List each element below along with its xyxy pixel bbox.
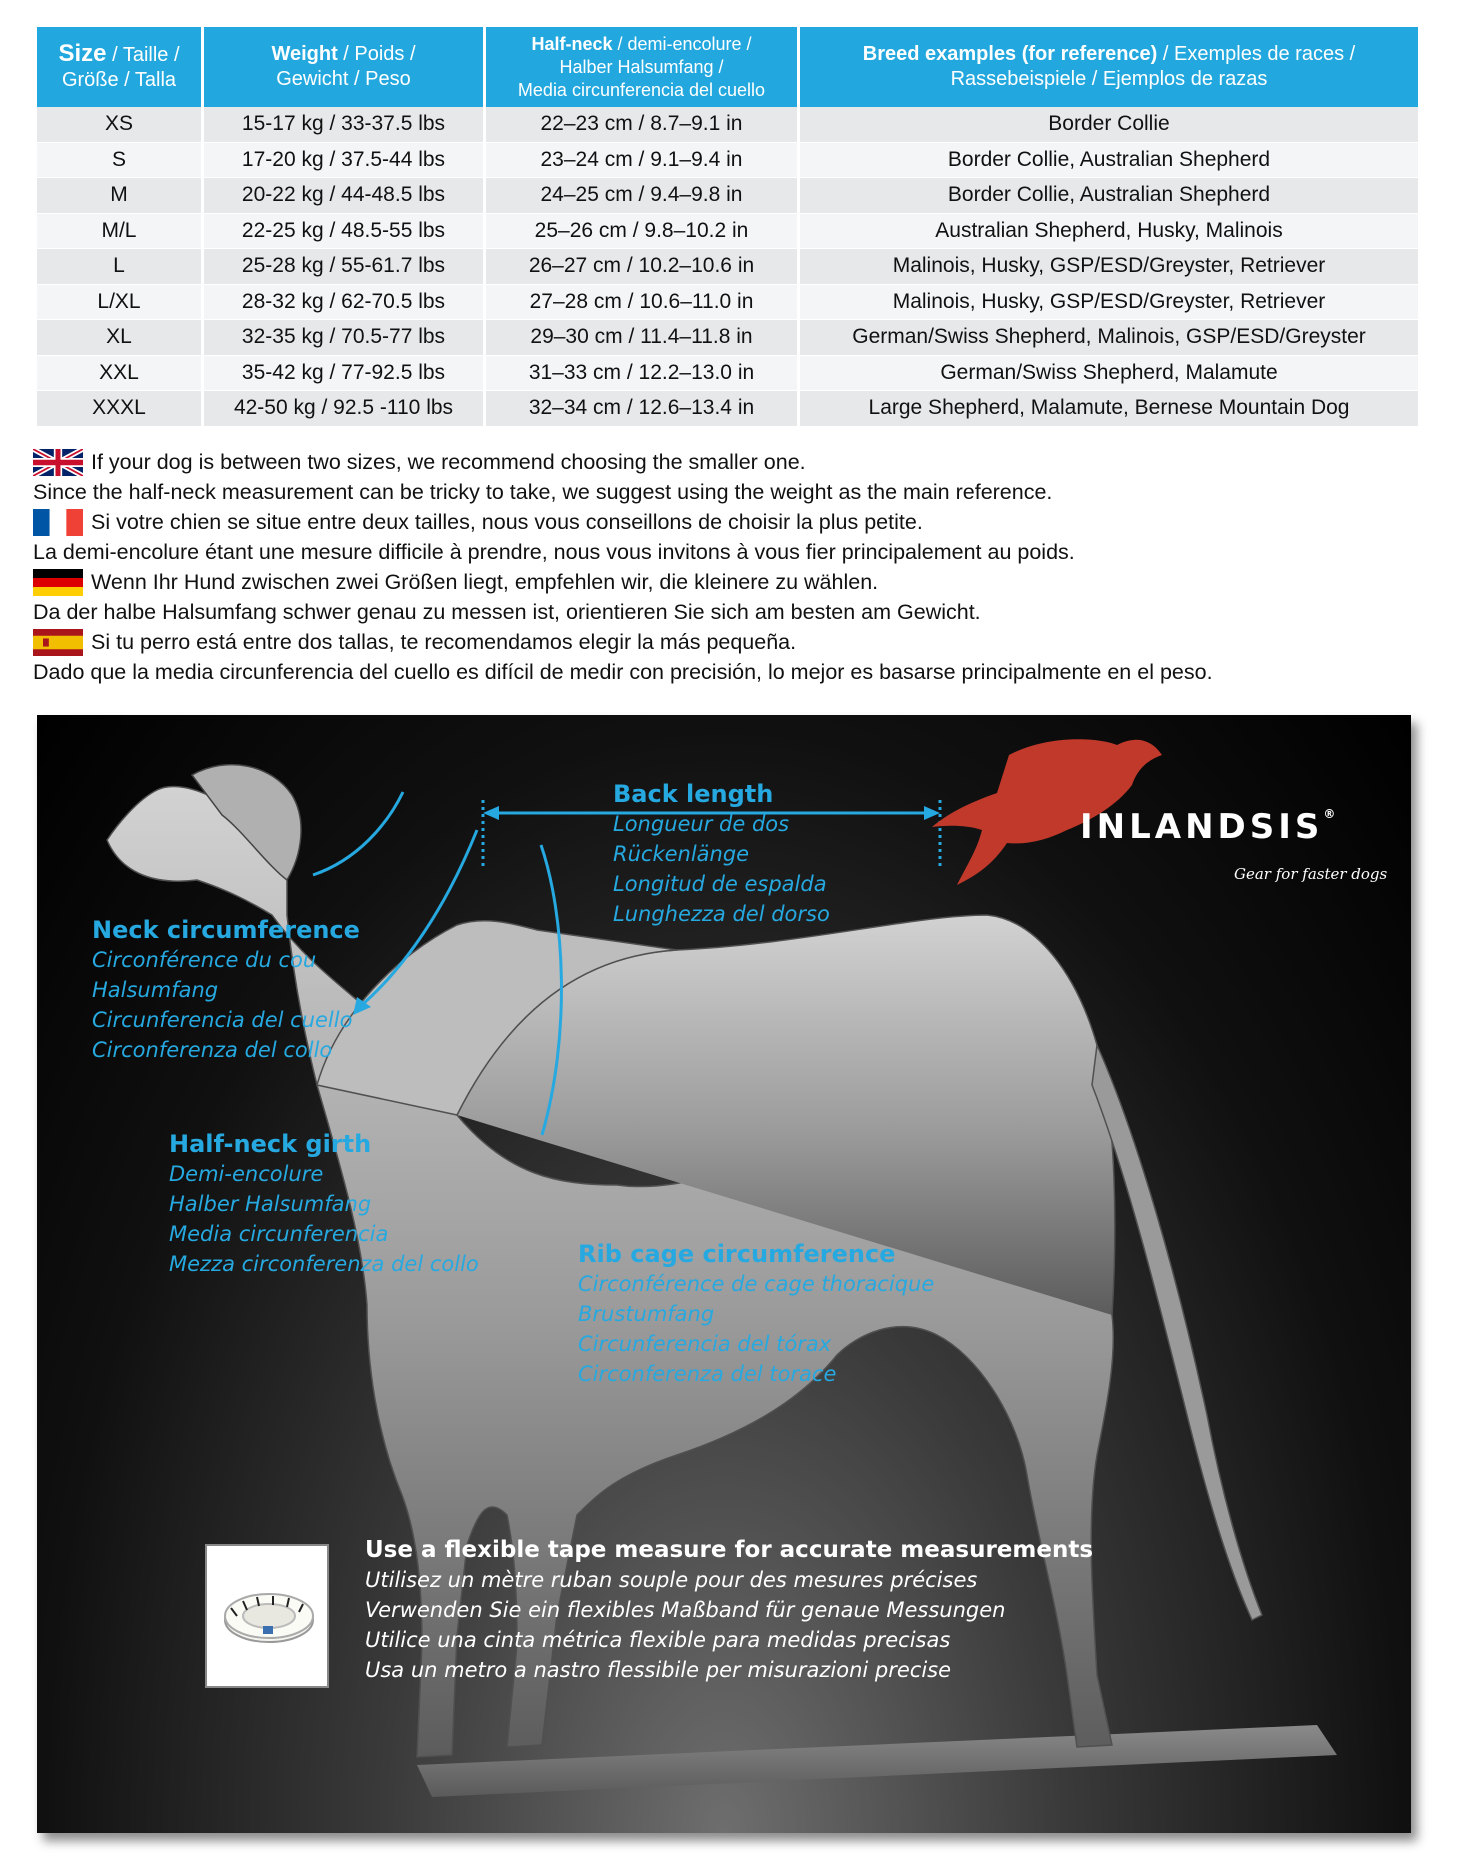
cell-weight: 35-42 kg / 77-92.5 lbs [204, 356, 486, 392]
cell-weight: 42-50 kg / 92.5 -110 lbs [204, 391, 486, 427]
cell-breeds: Border Collie, Australian Shepherd [800, 178, 1418, 214]
table-row [37, 214, 1418, 250]
tape-measure-image [205, 1544, 329, 1688]
cell-halfneck: 23–24 cm / 9.1–9.4 in [486, 143, 800, 179]
spain-flag-icon [33, 629, 83, 656]
note-fr-line1: Si votre chien se situe entre deux tailles, nous vous conseillons de choisir la plus petite. [33, 507, 1433, 537]
table-row [37, 249, 1418, 285]
cell-size: L [37, 249, 204, 285]
brand-tagline: Gear for faster dogs [1234, 865, 1388, 883]
cell-weight: 17-20 kg / 37.5-44 lbs [204, 143, 486, 179]
back-length-arrow-left [483, 806, 499, 820]
note-es-line1: Si tu perro está entre dos tallas, te recomendamos elegir la más pequeña. [33, 627, 1433, 657]
table-row [37, 320, 1418, 356]
table-row [37, 285, 1418, 321]
brand-logo: INLANDSIS® [1080, 807, 1336, 847]
table-row [37, 178, 1418, 214]
cell-weight: 25-28 kg / 55-61.7 lbs [204, 249, 486, 285]
cell-halfneck: 26–27 cm / 10.2–10.6 in [486, 249, 800, 285]
cell-halfneck: 25–26 cm / 9.8–10.2 in [486, 214, 800, 250]
cell-size: M [37, 178, 204, 214]
cell-breeds: German/Swiss Shepherd, Malinois, GSP/ESD/Greyster [800, 320, 1418, 356]
neck-circumference-label: Neck circumference Circonférence du cou Halsumfang Circunferencia del cuello Circonferenza del collo [92, 916, 360, 1062]
cell-breeds: Border Collie [800, 107, 1418, 143]
header-breed: Breed examples (for reference) / Exemples de races / Rassebeispiele / Ejemplos de razas [800, 27, 1418, 107]
tape-measure-icon [207, 1546, 327, 1686]
cell-breeds: Large Shepherd, Malamute, Bernese Mountain Dog [800, 391, 1418, 427]
floor-plate [417, 1725, 1337, 1797]
back-length-label: Back length Longueur de dos Rückenlänge Longitud de espalda Lunghezza del dorso [613, 780, 830, 926]
note-en-line2: Since the half-neck measurement can be tricky to take, we suggest using the weight as the main reference. [33, 480, 1053, 504]
table-row [37, 143, 1418, 179]
germany-flag-icon [33, 569, 83, 596]
cell-halfneck: 24–25 cm / 9.4–9.8 in [486, 178, 800, 214]
tape-measure-tip: Use a flexible tape measure for accurate measurements Utilisez un mètre ruban souple pour des mesures précises Verwenden Sie ein flexibles Maßband für genaue Messungen Utilice una cinta métrica flexible para medidas precisas Usa un metro a nastro flessibile per misurazioni precise [365, 1537, 1094, 1682]
cell-breeds: Malinois, Husky, GSP/ESD/Greyster, Retriever [800, 285, 1418, 321]
cell-breeds: Malinois, Husky, GSP/ESD/Greyster, Retriever [800, 249, 1418, 285]
neck-circumference-line [313, 792, 403, 875]
size-table [37, 27, 1418, 427]
size-notes [33, 447, 1433, 687]
cell-breeds: Border Collie, Australian Shepherd [800, 143, 1418, 179]
cell-size: L/XL [37, 285, 204, 321]
measurement-diagram [37, 715, 1411, 1833]
cell-halfneck: 29–30 cm / 11.4–11.8 in [486, 320, 800, 356]
note-fr-line2: La demi-encolure étant une mesure difficile à prendre, nous vous invitons à vous fier principalement au poids. [33, 540, 1075, 564]
note-en-line1: If your dog is between two sizes, we recommend choosing the smaller one. [33, 447, 1433, 477]
note-de-line2: Da der halbe Halsumfang schwer genau zu messen ist, orientieren Sie sich am besten am Gewicht. [33, 600, 981, 624]
note-de-line1: Wenn Ihr Hund zwischen zwei Größen liegt, empfehlen wir, die kleinere zu wählen. [33, 567, 1433, 597]
uk-flag-icon [33, 449, 83, 476]
ribcage-circumference-label: Rib cage circumference Circonférence de cage thoracique Brustumfang Circunferencia del tórax Circonferenza del torace [578, 1240, 935, 1386]
cell-halfneck: 32–34 cm / 12.6–13.4 in [486, 391, 800, 427]
cell-weight: 15-17 kg / 33-37.5 lbs [204, 107, 486, 143]
cell-weight: 20-22 kg / 44-48.5 lbs [204, 178, 486, 214]
cell-breeds: German/Swiss Shepherd, Malamute [800, 356, 1418, 392]
cell-size: XL [37, 320, 204, 356]
france-flag-icon [33, 509, 83, 536]
table-row [37, 391, 1418, 427]
cell-weight: 32-35 kg / 70.5-77 lbs [204, 320, 486, 356]
cell-size: M/L [37, 214, 204, 250]
cell-halfneck: 22–23 cm / 8.7–9.1 in [486, 107, 800, 143]
note-es-line2: Dado que la media circunferencia del cuello es difícil de medir con precisión, lo mejor es basarse principalmente en el peso. [33, 660, 1213, 684]
header-halfneck: Half-neck / demi-encolure / Halber Halsumfang / Media circunferencia del cuello [486, 27, 800, 107]
cell-weight: 22-25 kg / 48.5-55 lbs [204, 214, 486, 250]
cell-size: XXXL [37, 391, 204, 427]
header-weight: Weight / Poids / Gewicht / Peso [204, 27, 486, 107]
header-size: Size / Taille / Größe / Talla [37, 27, 204, 107]
cell-weight: 28-32 kg / 62-70.5 lbs [204, 285, 486, 321]
halfneck-girth-label: Half-neck girth Demi-encolure Halber Halsumfang Media circunferencia Mezza circonferenza del collo [169, 1130, 479, 1276]
cell-size: XXL [37, 356, 204, 392]
cell-halfneck: 31–33 cm / 12.2–13.0 in [486, 356, 800, 392]
cell-size: S [37, 143, 204, 179]
cell-halfneck: 27–28 cm / 10.6–11.0 in [486, 285, 800, 321]
cell-breeds: Australian Shepherd, Husky, Malinois [800, 214, 1418, 250]
back-length-arrow-right [924, 806, 940, 820]
size-table-header [37, 27, 1418, 107]
cell-size: XS [37, 107, 204, 143]
table-row [37, 107, 1418, 143]
table-row [37, 356, 1418, 392]
